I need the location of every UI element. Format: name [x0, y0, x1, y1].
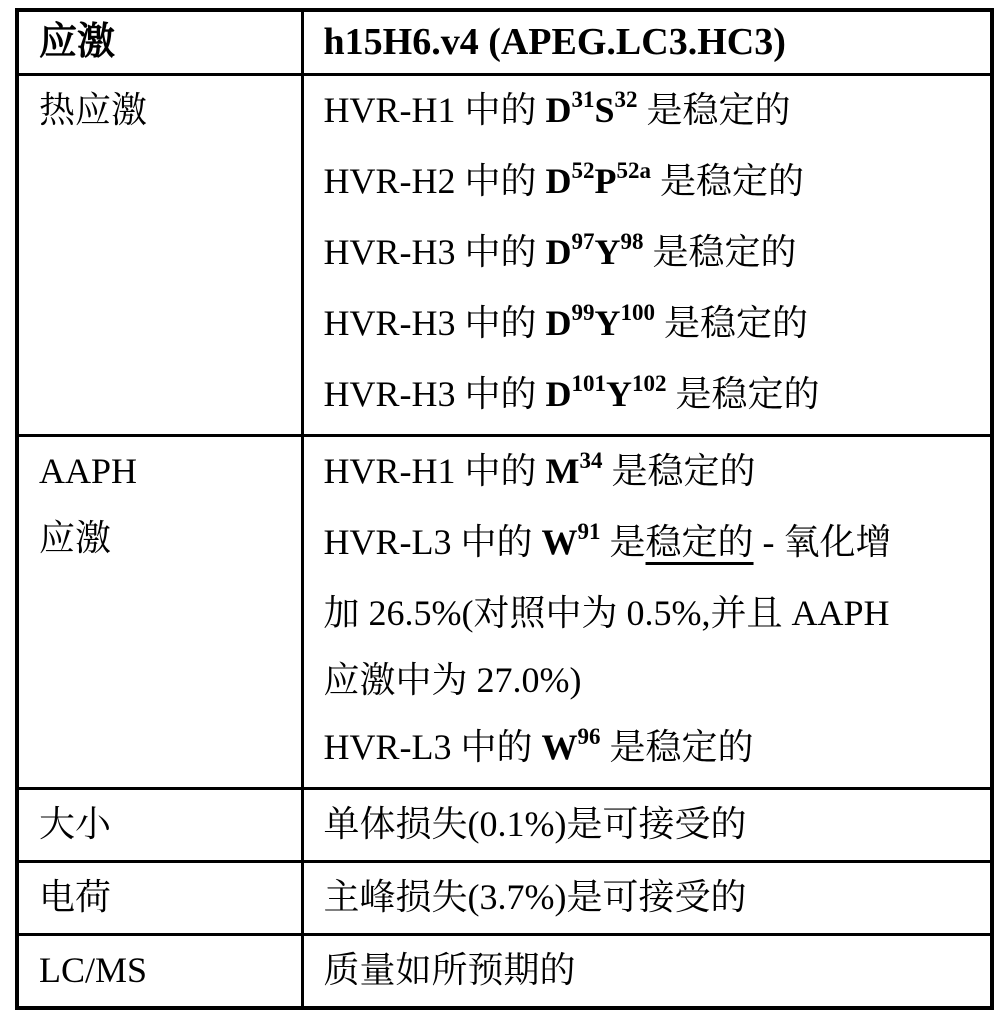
text-segment: 是 [600, 522, 646, 562]
residue-superscript: 96 [577, 724, 601, 749]
residue-superscript: 99 [571, 300, 595, 325]
text-segment: HVR-L3 中的 [323, 522, 542, 562]
stress-type-cell [17, 75, 302, 436]
text-segment: HVR-H2 中的 [323, 161, 546, 201]
residue-code: Y [594, 232, 621, 272]
residue-superscript: 52a [616, 158, 651, 183]
text-segment: 是稳定的 [643, 232, 797, 272]
result-line [324, 937, 985, 1004]
text-segment: 是稳定的 [600, 727, 754, 767]
text-segment: 是稳定的 [651, 161, 805, 201]
stress-results-table [15, 8, 994, 1010]
stress-type-cell [17, 436, 302, 789]
residue-code: W [541, 727, 578, 767]
residue-superscript: 100 [620, 300, 655, 325]
text-segment: 是稳定的 [637, 90, 791, 130]
text-segment: 单体损失(0.1%)是可接受的 [323, 804, 747, 844]
header-cell-variant: h15H6.v4 (APEG.LC3.HC3) [302, 10, 992, 75]
table-row [17, 75, 992, 436]
result-line [324, 580, 985, 647]
result-line [324, 77, 985, 148]
text-segment: 质量如所预期的 [323, 950, 576, 990]
stress-type-cell [17, 862, 302, 935]
table-row [17, 862, 992, 935]
residue-superscript: 31 [571, 87, 595, 112]
header-row [17, 10, 992, 75]
residue-superscript: 32 [614, 87, 638, 112]
stress-type-label: AAPH [39, 451, 138, 491]
text-segment: 加 26.5%(对照中为 0.5%,并且 AAPH [323, 593, 890, 633]
stress-type-cell [17, 789, 302, 862]
result-line [324, 219, 985, 290]
stress-table-body [17, 75, 992, 1009]
text-segment: HVR-H3 中的 [323, 374, 546, 414]
residue-code: D [545, 303, 572, 343]
result-cell [302, 789, 992, 862]
text-segment: HVR-L3 中的 [323, 727, 542, 767]
result-line [324, 509, 985, 580]
result-line [324, 361, 985, 432]
stress-type-cell [17, 935, 302, 1009]
stress-type-label: 应激 [39, 518, 112, 558]
table-row [17, 935, 992, 1009]
text-segment: - 氧化增 [753, 522, 892, 562]
result-line [324, 148, 985, 219]
residue-superscript: 91 [577, 519, 601, 544]
text-segment: 稳定的 [645, 522, 754, 562]
result-line [324, 438, 985, 509]
result-line [324, 864, 985, 931]
residue-superscript: 102 [632, 371, 667, 396]
header-cell-stress: 应激 [17, 10, 302, 75]
residue-code: S [594, 90, 615, 130]
residue-superscript: 98 [620, 229, 644, 254]
text-segment: HVR-H3 中的 [323, 232, 546, 272]
text-segment: HVR-H1 中的 [323, 90, 546, 130]
table-row [17, 789, 992, 862]
residue-code: D [545, 161, 572, 201]
residue-code: D [545, 232, 572, 272]
text-segment: 主峰损失(3.7%)是可接受的 [323, 877, 747, 917]
result-cell [302, 862, 992, 935]
residue-code: D [545, 90, 572, 130]
residue-superscript: 52 [571, 158, 595, 183]
stress-type-label: 电荷 [39, 877, 112, 917]
result-line [324, 714, 985, 785]
text-segment: 是稳定的 [602, 451, 756, 491]
stress-type-label: 热应激 [39, 90, 148, 130]
text-segment: HVR-H1 中的 [323, 451, 546, 491]
result-cell [302, 935, 992, 1009]
residue-code: Y [606, 374, 632, 414]
text-segment: HVR-H3 中的 [323, 303, 546, 343]
text-segment: 应激中为 27.0%) [323, 660, 582, 700]
result-cell [302, 75, 992, 436]
residue-superscript: 34 [579, 448, 603, 473]
residue-code: M [545, 451, 580, 491]
residue-superscript: 97 [571, 229, 595, 254]
residue-code: P [594, 161, 617, 201]
text-segment: 是稳定的 [655, 303, 809, 343]
residue-code: Y [594, 303, 621, 343]
result-cell [302, 436, 992, 789]
text-segment: 是稳定的 [666, 374, 820, 414]
stress-type-label: LC/MS [39, 950, 148, 990]
table-row [17, 436, 992, 789]
result-line [324, 290, 985, 361]
result-line [324, 791, 985, 858]
stress-type-label: 大小 [39, 804, 112, 844]
residue-code: D [545, 374, 572, 414]
residue-code: W [541, 522, 578, 562]
result-line [324, 647, 985, 714]
residue-superscript: 101 [571, 371, 606, 396]
